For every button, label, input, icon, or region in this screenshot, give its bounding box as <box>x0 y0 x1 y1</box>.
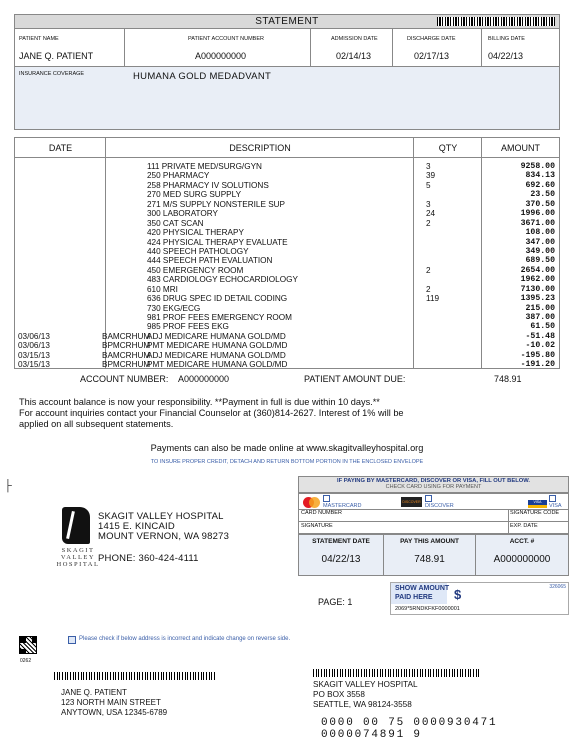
card-payment-header <box>298 476 569 493</box>
reference-code: 326065 <box>549 584 566 590</box>
row-date: 03/15/13 <box>18 360 50 370</box>
card-payment-subtext: CHECK CARD USING FOR PAYMENT <box>385 484 482 490</box>
responsibility-notice <box>19 397 559 430</box>
row-amount: -191.20 <box>520 360 555 370</box>
row-code: BPMCRHUM <box>102 360 151 370</box>
logo-text-line: HOSPITAL <box>56 561 100 568</box>
hospital-city: MOUNT VERNON, WA 98273 <box>98 531 230 542</box>
billing-date-cell <box>482 29 560 66</box>
insurance-value: HUMANA GOLD MEDADVANT <box>133 71 272 82</box>
table-row <box>15 162 559 171</box>
admission-date-label: ADMISSION DATE <box>331 36 378 42</box>
row-qty: 3 <box>426 199 431 209</box>
pay-amount-label: PAY THIS AMOUNT <box>400 538 459 545</box>
discharge-date-cell <box>393 29 482 66</box>
return-mailing-address <box>313 680 418 710</box>
insurance-coverage-box <box>14 67 560 130</box>
charges-rows <box>15 162 559 370</box>
statement-title-bar <box>14 14 560 29</box>
row-description: 444 SPEECH PATH EVALUATION <box>147 256 273 266</box>
row-amount: 61.50 <box>530 322 555 332</box>
row-description: PMT MEDICARE HUMANA GOLD/MD <box>147 341 288 351</box>
card-payment-instructions: IF PAYING BY MASTERCARD, DISCOVER OR VISA, FILL OUT BELOW. <box>336 478 531 484</box>
row-description: ADJ MEDICARE HUMANA GOLD/MD <box>147 350 286 360</box>
row-amount: 692.60 <box>525 180 555 190</box>
row-qty: 39 <box>426 171 436 181</box>
row-qty: 119 <box>426 294 440 304</box>
row-description: 636 DRUG SPEC ID DETAIL CODING <box>147 294 288 304</box>
signature-code-label: SIGNATURE CODE <box>510 510 560 516</box>
patient-name-label: PATIENT NAME <box>19 36 59 42</box>
table-row <box>15 266 559 275</box>
row-amount: -195.80 <box>520 350 555 360</box>
acct-number-label: ACCT. # <box>509 538 535 545</box>
fold-mark-icon: ├ <box>4 480 12 492</box>
table-row <box>15 228 559 237</box>
table-row <box>15 275 559 284</box>
amount-paid-box <box>390 582 569 615</box>
row-amount: 1395.23 <box>520 294 555 304</box>
row-amount: 23.50 <box>530 190 555 200</box>
row-description: 271 M/S SUPPLY NONSTERILE SUP <box>147 199 286 209</box>
qr-code-icon <box>19 636 37 654</box>
mastercard-checkbox[interactable] <box>323 495 330 502</box>
table-row <box>15 294 559 303</box>
patient-addr-name: JANE Q. PATIENT <box>61 688 127 697</box>
column-header-date: DATE <box>15 138 106 158</box>
row-description: PMT MEDICARE HUMANA GOLD/MD <box>147 360 288 370</box>
table-row <box>15 247 559 256</box>
row-code: BAMCRHUM <box>102 350 151 360</box>
admission-date: 02/14/13 <box>336 51 372 61</box>
page-number: PAGE: 1 <box>318 597 353 607</box>
patient-name: JANE Q. PATIENT <box>19 51 94 61</box>
account-number-label: PATIENT ACCOUNT NUMBER <box>188 36 264 42</box>
table-row <box>15 351 559 360</box>
row-description: 270 MED SURG SUPPLY <box>147 190 242 200</box>
postal-barcode-icon <box>313 669 481 677</box>
row-code: BPMCRHUM <box>102 341 151 351</box>
return-addr-city: SEATTLE, WA 98124-3558 <box>313 700 412 709</box>
mastercard-label: MASTERCARD <box>323 503 362 509</box>
pay-amount-cell <box>384 535 476 575</box>
row-date: 03/06/13 <box>18 341 50 351</box>
hospital-logo-icon <box>62 507 90 544</box>
row-amount: 347.00 <box>525 237 555 247</box>
row-description: 420 PHYSICAL THERAPY <box>147 228 244 238</box>
paid-here-label: PAID HERE <box>395 594 433 601</box>
row-description: 258 PHARMACY IV SOLUTIONS <box>147 180 269 190</box>
row-amount: 3671.00 <box>520 218 555 228</box>
discharge-date: 02/17/13 <box>414 51 450 61</box>
row-qty: 2 <box>426 284 431 294</box>
table-row <box>15 322 559 331</box>
row-description: 440 SPEECH PATHOLOGY <box>147 246 249 256</box>
row-description: 424 PHYSICAL THERAPY EVALUATE <box>147 237 288 247</box>
hospital-name: SKAGIT VALLEY HOSPITAL <box>98 511 224 522</box>
pay-amount-value: 748.91 <box>414 554 445 565</box>
table-row <box>15 332 559 341</box>
summary-account-number: A000000000 <box>178 374 230 384</box>
row-amount: 349.00 <box>525 246 555 256</box>
account-number: A000000000 <box>195 51 247 61</box>
hospital-phone: PHONE: 360-424-4111 <box>98 553 199 564</box>
row-amount: 215.00 <box>525 303 555 313</box>
return-addr-box: PO BOX 3558 <box>313 690 365 699</box>
discharge-date-label: DISCHARGE DATE <box>407 36 456 42</box>
return-addr-name: SKAGIT VALLEY HOSPITAL <box>313 680 418 689</box>
table-row <box>15 171 559 180</box>
row-amount: 108.00 <box>525 228 555 238</box>
table-row <box>15 209 559 218</box>
row-description: 981 PROF FEES EMERGENCY ROOM <box>147 313 292 322</box>
show-amount-label: SHOW AMOUNT <box>395 585 450 592</box>
scan-code: 2069*5RNDKFKF0000001 <box>395 606 460 612</box>
notice-line-1: This account balance is now your responsibility. **Payment in full is due within 10 days.** <box>19 397 380 407</box>
notice-line-3: applied on all subsequent statements. <box>19 419 174 429</box>
discover-logo-icon: DISCOVER <box>401 497 422 507</box>
row-amount: 834.13 <box>525 171 555 181</box>
table-row <box>15 313 559 322</box>
row-amount: -10.02 <box>525 341 555 351</box>
address-change-checkbox[interactable] <box>68 636 76 644</box>
logo-text-line: SKAGIT <box>61 547 95 554</box>
row-code: BAMCRHUM <box>102 331 151 341</box>
amount-due-label: PATIENT AMOUNT DUE: <box>304 374 406 384</box>
row-qty: 2 <box>426 218 431 228</box>
acct-number-cell <box>476 535 568 575</box>
table-row <box>15 190 559 199</box>
row-amount: 370.50 <box>525 199 555 209</box>
patient-addr-street: 123 NORTH MAIN STREET <box>61 698 161 707</box>
patient-info-header <box>14 29 560 67</box>
qr-number: 0262 <box>20 658 32 664</box>
row-description: 985 PROF FEES EKG <box>147 322 229 332</box>
postal-barcode-icon <box>54 672 217 680</box>
remittance-form <box>298 476 569 628</box>
row-description: 350 CAT SCAN <box>147 218 204 228</box>
row-date: 03/15/13 <box>18 350 50 360</box>
row-qty: 2 <box>426 265 431 275</box>
online-payment-text: Payments can also be made online at www.skagitvalleyhospital.org <box>150 443 424 453</box>
summary-account-label: ACCOUNT NUMBER: <box>80 374 169 384</box>
patient-name-cell <box>15 29 125 66</box>
statement-date-cell <box>299 535 384 575</box>
visa-checkbox[interactable] <box>549 495 556 502</box>
row-amount: 387.00 <box>525 313 555 322</box>
dollar-sign: $ <box>454 587 462 602</box>
admission-date-cell <box>311 29 393 66</box>
statement-date-label: STATEMENT DATE <box>312 538 370 545</box>
detach-instructions: TO INSURE PROPER CREDIT, DETACH AND RETURN BOTTOM PORTION IN THE ENCLOSED ENVELOPE <box>150 459 424 465</box>
row-description: 300 LABORATORY <box>147 209 218 219</box>
hospital-logo-text <box>56 547 100 568</box>
row-date: 03/06/13 <box>18 331 50 341</box>
discover-label: DISCOVER <box>425 503 454 509</box>
billing-date: 04/22/13 <box>488 51 524 61</box>
row-qty: 5 <box>426 180 431 190</box>
signature-label: SIGNATURE <box>301 523 333 529</box>
divider <box>299 521 568 522</box>
row-amount: 1962.00 <box>520 275 555 285</box>
acct-number-value: A000000000 <box>493 554 551 565</box>
row-description: 250 PHARMACY <box>147 171 210 181</box>
visa-label: VISA <box>549 503 562 509</box>
table-row <box>15 285 559 294</box>
row-description: 111 PRIVATE MED/SURG/GYN <box>147 162 262 171</box>
column-header-amount: AMOUNT <box>482 138 559 158</box>
row-description: 730 EKG/ECG <box>147 303 201 313</box>
row-qty: 24 <box>426 209 436 219</box>
row-amount: 9258.00 <box>520 162 555 171</box>
charges-table <box>14 137 560 369</box>
micr-line: 0000 00 75 0000930471 0000074891 9 <box>321 717 498 741</box>
visa-logo-icon: VISA <box>528 497 547 508</box>
row-description: ADJ MEDICARE HUMANA GOLD/MD <box>147 331 286 341</box>
row-amount: 689.50 <box>525 256 555 266</box>
card-number-label: CARD NUMBER <box>301 510 342 516</box>
table-row <box>15 219 559 228</box>
address-change-text: Please check if below address is incorrect and indicate change on reverse side. <box>79 636 291 642</box>
notice-line-2: For account inquiries contact your Financial Counselor at (360)814-2627. Interest of 1% will be <box>19 408 404 418</box>
discover-checkbox[interactable] <box>425 495 432 502</box>
row-amount: 1996.00 <box>520 209 555 219</box>
row-description: 483 CARDIOLOGY ECHOCARDIOLOGY <box>147 275 298 285</box>
row-qty: 3 <box>426 162 431 171</box>
row-description: 450 EMERGENCY ROOM <box>147 265 244 275</box>
table-row <box>15 200 559 209</box>
table-row <box>15 304 559 313</box>
table-row <box>15 181 559 190</box>
row-amount: 2654.00 <box>520 265 555 275</box>
hospital-street: 1415 E. KINCAID <box>98 521 175 532</box>
account-summary-line <box>14 369 560 389</box>
card-details-box <box>298 493 569 534</box>
statement-date-value: 04/22/13 <box>321 554 361 565</box>
billing-date-label: BILLING DATE <box>488 36 525 42</box>
column-header-qty: QTY <box>414 138 482 158</box>
table-row <box>15 238 559 247</box>
insurance-label: INSURANCE COVERAGE <box>19 71 85 77</box>
mastercard-logo-icon <box>303 497 320 508</box>
table-row <box>15 341 559 350</box>
account-number-cell <box>125 29 311 66</box>
statement-title: STATEMENT <box>255 16 319 27</box>
barcode-icon <box>437 17 555 26</box>
column-header-description: DESCRIPTION <box>106 138 414 158</box>
table-row <box>15 256 559 265</box>
patient-mailing-address <box>61 688 167 718</box>
logo-text-line: VALLEY <box>60 554 96 561</box>
exp-date-label: EXP. DATE <box>510 523 538 529</box>
row-amount: -51.48 <box>525 331 555 341</box>
row-description: 610 MRI <box>147 284 178 294</box>
patient-addr-city: ANYTOWN, USA 12345-6789 <box>61 708 168 717</box>
payment-summary-grid <box>298 534 569 576</box>
hospital-address <box>98 512 229 542</box>
amount-due-value: 748.91 <box>494 374 522 384</box>
row-amount: 7130.00 <box>520 284 555 294</box>
